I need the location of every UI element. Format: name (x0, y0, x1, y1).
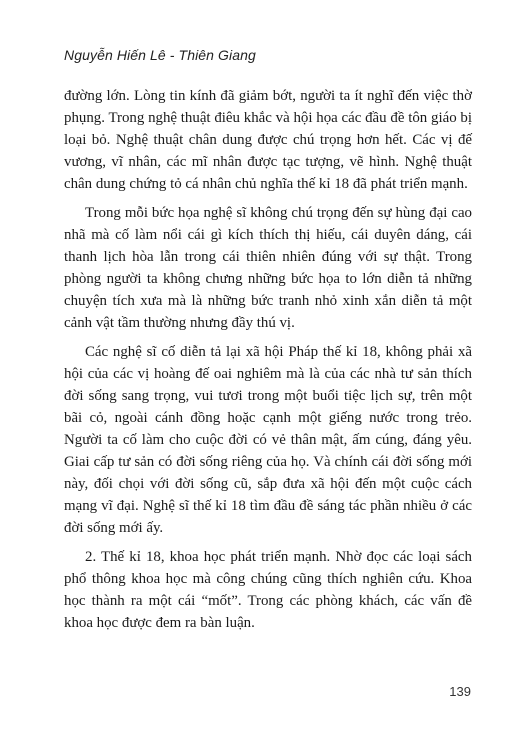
paragraph: đường lớn. Lòng tin kính đã giảm bớt, người ta ít nghĩ đến việc thờ phụng. Trong nghệ thuật điêu khắc và hội họa các đầu đề tôn giáo bị loại bỏ. Nghệ thuật chân dung được chú trọng hơn hết. Các vị đế vương, vĩ nhân, các mĩ nhân được tạc tượng, vẽ hình. Nghệ thuật chân dung chứng tỏ cá nhân chủ nghĩa thế kỉ 18 đã phát triển mạnh. (64, 88, 472, 192)
running-header: Nguyễn Hiến Lê - Thiên Giang (64, 47, 256, 63)
body-text (64, 85, 472, 641)
paragraph: Các nghệ sĩ cố diễn tả lại xã hội Pháp thế kỉ 18, không phải xã hội của các vị hoàng đế oai nghiêm mà là của các nhà tư sản thích đời sống sang trọng, vui tươi trong một buổi tiệc lịch sự, trên một bãi cỏ, ngoài cánh đồng hoặc cạnh một giếng nước trong trẻo. Người ta cố làm cho cuộc đời có vẻ thân mật, ấm cúng, đáng yêu. Giai cấp tư sản có đời sống riêng của họ. Và chính cái đời sống mới này, đối chọi với đời sống cũ, sắp đưa xã hội đến một cuộc cách mạng vĩ đại. Nghệ sĩ thế kỉ 18 tìm đầu đề sáng tác phần nhiều ở các đời sống mới ấy. (64, 344, 472, 536)
paragraph: Trong mỗi bức họa nghệ sĩ không chú trọng đến sự hùng đại cao nhã mà cố làm nổi cái gì kích thích thị hiếu, cái duyên dáng, cái thanh lịch hòa lẫn trong cái thiên nhiên đúng với sự thật. Trong phòng người ta không chưng những bức họa to lớn diễn tả những chuyện tích xưa mà là những bức tranh nhỏ xinh xắn diễn tả một cảnh vật tầm thường nhưng đầy thú vị. (64, 205, 472, 331)
page-number: 139 (449, 684, 471, 699)
paragraph: 2. Thế kỉ 18, khoa học phát triển mạnh. Nhờ đọc các loại sách phổ thông khoa học mà công chúng cũng thích nghiên cứu. Khoa học thành ra một cái “mốt”. Trong các phòng khách, các vấn đề khoa học được đem ra bàn luận. (64, 549, 472, 631)
